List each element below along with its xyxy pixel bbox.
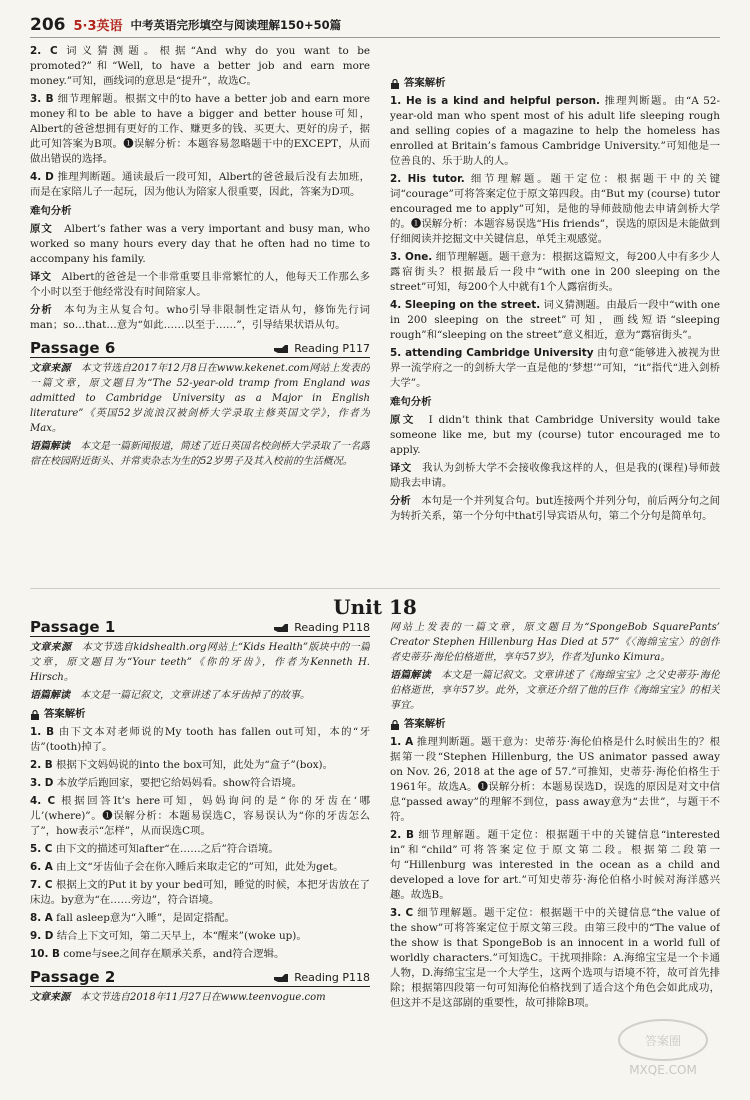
answer-item: 4. D 推理判断题。通读最后一段可知，Albert的爸爸最后没有去加班，而是在家陪儿子一起玩，因为他认为陪家人很重要，因此，答案为D项。 — [30, 171, 370, 198]
answer-item: 3. C 细节理解题。题干定位：根据题干中的关键信息“the value of the show”可将答案定位于原文第三段。由第三段中的“The value of the show is that SpongeBob is an innocent in a world full of worldly characters.”可知选C。干扰项排除：A.海绵宝宝是一个卡通人物，D.海绵宝宝是一个大学生，这两个选项与语境不符，故可首先排除；根据第四段第一句可知海伦伯格找到了适合这个角色会如此成功，但这并不是这部剧的重要性，故可排除B项。 — [390, 907, 720, 1009]
left-bottom-column — [30, 618, 370, 1088]
answer-item: 2. C 词义猜测题。根据“And why do you want to be promoted?”和“Well, to have a better job and earn more money.”可知，画线词的意思是“提升”，故选C。 — [30, 45, 370, 87]
right-top-column — [390, 72, 720, 584]
pointing-hand-icon — [273, 973, 289, 983]
reading-ref: Reading P117 — [273, 341, 370, 356]
hard-sentence-original: 原文 Albert’s father was a very important and busy man, who worked so many hours every day that he often had no time to accompany his family. — [30, 223, 370, 265]
answer-item: 5. attending Cambridge University 由句意“能够进入被视为世界一流学府之一的剑桥大学一直是他的‘梦想’”可知，“it”指代“进入剑桥大学”。 — [390, 347, 720, 389]
answer-item: 3. D 本放学后跑回家，要把它给妈妈看。show符合语境。 — [30, 777, 303, 789]
left-top-column — [30, 44, 370, 584]
article-source-continued: 网站上发表的一篇文章，原文题目为“SpongeBob SquarePants’ Creator Stephen Hillenburg Has Died at 57”《〈海绵宝宝〉的创作者史蒂芬·海伦伯格逝世，享年57岁》，作者为Junko Kimura。 — [390, 622, 720, 663]
watermark-text-2: MXQE.COM — [629, 1063, 697, 1077]
answer-item: 3. One. 细节理解题。题干意为：根据这篇短文，每200人中有多少人露宿街头？根据最后一段中“with one in 200 sleeping on the street”可知，每200个人中就有1个人露宿街头。 — [390, 251, 720, 293]
watermark-logo — [608, 1014, 718, 1080]
passage-2-bar — [30, 970, 370, 987]
article-genre: 语篇解读 本文是一篇记叙文，文章讲述了本牙齿掉了的故事。 — [30, 690, 310, 701]
book-title: 中考英语完形填空与阅读理解150+50篇 — [130, 17, 342, 32]
reading-ref: Reading P118 — [273, 970, 370, 985]
passage-title: Passage 6 — [30, 339, 116, 357]
hard-sentence-translation: 译文 Albert的爸爸是一个非常重要且非常繁忙的人，他每天工作那么多个小时以至于他经常没有时间陪家人。 — [30, 271, 370, 298]
passage-6-bar — [30, 341, 370, 358]
hard-sentence-analysis: 分析 本句为主从复合句。who引导非限制性定语从句，修饰先行词man；so…that…意为“如此……以至于……”，引导结果状语从句。 — [30, 304, 370, 331]
answer-item: 2. B 根据下文妈妈说的into the box可知，此处为“盒子”(box)。 — [30, 759, 334, 771]
answer-item: 1. He is a kind and helpful person. 推理判断题。由“A 52-year-old man who spent most of his adult life sleeping rough and selling copies of a magazine to help the homeless has enrolled at Britain’s famous Cambridge University.”可知他是一位善良的、乐于助人的人。 — [390, 95, 720, 167]
watermark-text-1: 答案圈 — [644, 1034, 682, 1048]
answer-item: 2. His tutor. 细节理解题。题干定位：根据题干中的关键词“courage”可将答案定位于原文第四段。由“But my (course) tutor encouraged me to apply”可知，是他的导师鼓励他去申请剑桥大学的。❶误解分析：本题容易误选“His friends”，误选的原因是未能做到仔细阅读并挖掘文中关键信息，单凭主观感觉。 — [390, 173, 720, 245]
passage-title: Passage 1 — [30, 618, 116, 636]
pointing-hand-icon — [273, 623, 289, 633]
lock-icon — [390, 79, 400, 89]
answer-analysis-title: 答案解析 — [390, 717, 720, 732]
lock-icon — [390, 720, 400, 730]
section-divider — [30, 588, 720, 589]
hard-sentence-original: 原文 I didn’t think that Cambridge University would take someone like me, but my (course) tutor encouraged me to apply. — [390, 414, 720, 456]
page-header — [30, 12, 720, 38]
reading-ref: Reading P118 — [273, 620, 370, 635]
pointing-hand-icon — [273, 344, 289, 354]
answer-item: 7. C 根据上文的Put it by your bed可知，睡觉的时候，本把牙齿放在了床边。by意为“在……旁边”，符合语境。 — [30, 879, 370, 906]
passage-1-bar — [30, 620, 370, 637]
passage-title: Passage 2 — [30, 968, 116, 986]
answer-item: 1. B 由下文本对老师说的My tooth has fallen out可知，本的“牙齿”(tooth)掉了。 — [30, 726, 370, 753]
answer-item: 9. D 结合上下文可知，第二天早上，本“醒来”(woke up)。 — [30, 930, 307, 942]
brand-name: 5·3英语 — [73, 19, 123, 34]
hard-sentence-translation: 译文 我认为剑桥大学不会接收像我这样的人，但是我的(课程)导师鼓励我去申请。 — [390, 462, 720, 489]
lock-icon — [30, 710, 40, 720]
answer-item: 5. C 由下文的描述可知after“在……之后”符合语境。 — [30, 843, 279, 855]
article-source: 文章来源 本文节选自kidshealth.org网站上“Kids Health”版块中的一篇文章，原文题目为“Your teeth”《你的牙齿》，作者为Kenneth H. Hirsch。 — [30, 642, 370, 683]
hard-sentence-title: 难句分析 — [390, 396, 432, 408]
unit-title: Unit 18 — [333, 595, 417, 619]
article-genre: 语篇解读 本文是一篇新闻报道，简述了近日英国名校剑桥大学录取了一名露宿在校园附近街头、并常卖杂志为生的52岁男子及其入校前的生活概况。 — [30, 441, 370, 467]
article-source: 文章来源 本文节选自2017年12月8日在www.kekenet.com网站上发表的一篇文章，原文题目为“The 52-year-old tramp from England was admitted to Cambridge University as a Major in English literature”《英国52岁流浪汉被剑桥大学录取主修英国文学》，作者为Max。 — [30, 363, 370, 434]
answer-item: 4. C 根据回答It’s here可知，妈妈询问的是“你的牙齿在‘哪儿’(where)”。❶误解分析：本题易误选C，容易误认为“你的牙齿怎么了”，how表示“怎样”，从而误选C项。 — [30, 795, 370, 837]
answer-item: 10. B come与see之间存在顺承关系，and符合逻辑。 — [30, 948, 285, 960]
answer-item: 6. A 由上文“牙齿仙子会在你入睡后来取走它的”可知，此处为get。 — [30, 861, 344, 873]
answer-item: 2. B 细节理解题。题干定位：根据题干中的关键信息“interested in”和“child”可将答案定位于原文第二段。根据第二段第一句“Hillenburg was interested in the ocean as a child and developed a love for art.”可知史蒂芬·海伦伯格小时候对海洋感兴趣。故选B。 — [390, 829, 720, 901]
answer-item: 1. A 推理判断题。题干意为：史蒂芬·海伦伯格是什么时候出生的？根据第一段“Stephen Hillenburg, the US animator passed away on Nov. 26, 2018 at the age of 57.”可推知，史蒂芬·海伦伯格生于1961年。故选A。❶误解分析：本题易误选D，误选的原因是对文中信息“passed away”的理解不到位，pass away意为“去世”，与题干不符。 — [390, 736, 720, 823]
article-genre: 语篇解读 本文是一篇记叙文。文章讲述了《海绵宝宝》之父史蒂芬·海伦伯格逝世，享年57岁。此外，文章还介绍了他的巨作《海绵宝宝》的相关事宜。 — [390, 670, 720, 711]
answer-item: 8. A fall asleep意为“入睡”，是固定搭配。 — [30, 912, 235, 924]
page-number: 206 — [30, 14, 66, 35]
answer-analysis-title: 答案解析 — [390, 76, 720, 91]
answer-item: 4. Sleeping on the street. 词义猜测题。由最后一段中“with one in 200 sleeping on the street”可知，画线短语“sleeping rough”和“sleeping on the street”意义相近，意为“露宿街头”。 — [390, 299, 720, 341]
article-source: 文章来源 本文节选自2018年11月27日在www.teenvogue.com — [30, 992, 326, 1003]
hard-sentence-title: 难句分析 — [30, 205, 72, 217]
hard-sentence-analysis: 分析 本句是一个并列复合句。but连接两个并列分句，前后两分句之间为转折关系，第一个分句中that引导宾语从句，第二个分句是简单句。 — [390, 495, 720, 522]
answer-analysis-title: 答案解析 — [30, 707, 370, 722]
answer-item: 3. B 细节理解题。根据文中的to have a better job and earn more money和to be able to have a bigger and better house可知，Albert的爸爸想拥有更好的工作、赚更多的钱、买更大、更好的房子，据此可知答案为B项。❶误解分析：本题容易忽略题干中的EXCEPT，从而做出错误的选择。 — [30, 93, 370, 165]
